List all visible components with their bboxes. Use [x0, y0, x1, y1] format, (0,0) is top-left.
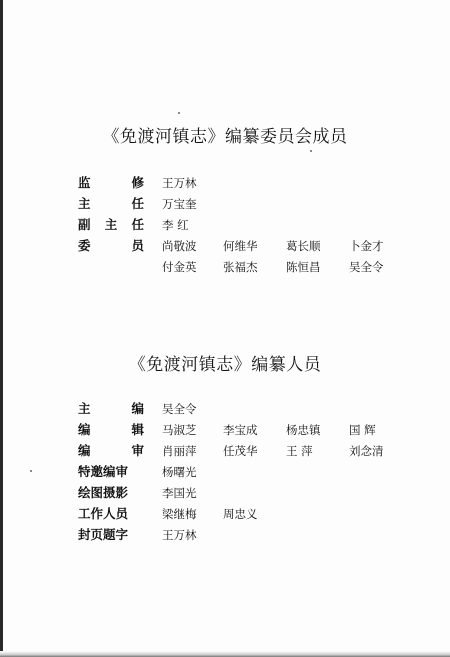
role-char: 任 — [131, 217, 144, 232]
role-label — [78, 194, 144, 214]
member-name: 葛长顺 — [286, 239, 321, 253]
role-char: 编 — [78, 422, 91, 437]
role-label — [78, 420, 144, 440]
scan-speck — [30, 470, 32, 472]
role-label — [78, 525, 144, 545]
member-name: 王 萍 — [286, 444, 313, 458]
role-char: 主 — [104, 217, 118, 232]
member-name: 陈恒昌 — [286, 260, 321, 274]
role-char: 副 — [78, 217, 91, 232]
role-label — [78, 504, 144, 524]
role-char: 主 — [78, 196, 91, 211]
member-name: 李宝成 — [223, 423, 258, 437]
member-name: 杨曙光 — [162, 465, 197, 479]
member-name: 杨忠镇 — [286, 423, 321, 437]
role-char: 编 — [78, 443, 91, 458]
role-char: 绘图摄影 — [78, 485, 129, 500]
member-name: 肖丽萍 — [162, 444, 197, 458]
role-label — [78, 215, 144, 235]
role-label — [78, 236, 144, 256]
role-char: 委 — [78, 238, 91, 253]
scan-speck — [310, 150, 312, 152]
role-char: 工作人员 — [78, 506, 129, 521]
member-name: 任茂华 — [223, 444, 258, 458]
role-char: 封页题字 — [78, 527, 129, 542]
member-name: 马淑芝 — [162, 423, 197, 437]
member-name: 吴全令 — [162, 402, 197, 416]
member-name: 万宝奎 — [162, 197, 197, 211]
role-char: 员 — [131, 238, 144, 253]
member-name: 刘念清 — [349, 444, 384, 458]
member-name: 周忠义 — [223, 507, 258, 521]
role-char: 审 — [131, 443, 144, 458]
page-left-edge — [0, 0, 3, 657]
member-name: 尚敬波 — [162, 239, 197, 253]
role-label — [78, 399, 144, 419]
member-name: 梁继梅 — [162, 507, 197, 521]
role-char: 编 — [131, 401, 144, 416]
role-char: 主 — [78, 401, 91, 416]
role-char: 任 — [131, 196, 144, 211]
member-name: 何维华 — [223, 239, 258, 253]
member-name: 王万林 — [162, 528, 197, 542]
role-label — [78, 462, 144, 482]
member-name: 张福杰 — [223, 260, 258, 274]
committee-title: 《免渡河镇志》编纂委员会成员 — [102, 127, 348, 147]
page-bottom-edge — [0, 651, 450, 657]
role-label — [78, 173, 144, 193]
staff-title: 《免渡河镇志》编纂人员 — [128, 355, 322, 375]
member-name: 卜金才 — [349, 239, 384, 253]
role-char: 特邀编审 — [78, 464, 129, 479]
role-char: 监 — [78, 175, 91, 190]
member-name: 付金英 — [162, 260, 197, 274]
scan-speck — [178, 112, 180, 114]
member-name: 李 红 — [162, 218, 189, 232]
role-char: 修 — [131, 175, 144, 190]
member-name: 国 辉 — [349, 423, 376, 437]
role-label — [78, 441, 144, 461]
member-name: 李国光 — [162, 486, 197, 500]
member-name: 吴全令 — [349, 260, 384, 274]
role-label — [78, 483, 144, 503]
role-char: 辑 — [131, 422, 144, 437]
member-name: 王万林 — [162, 176, 197, 190]
